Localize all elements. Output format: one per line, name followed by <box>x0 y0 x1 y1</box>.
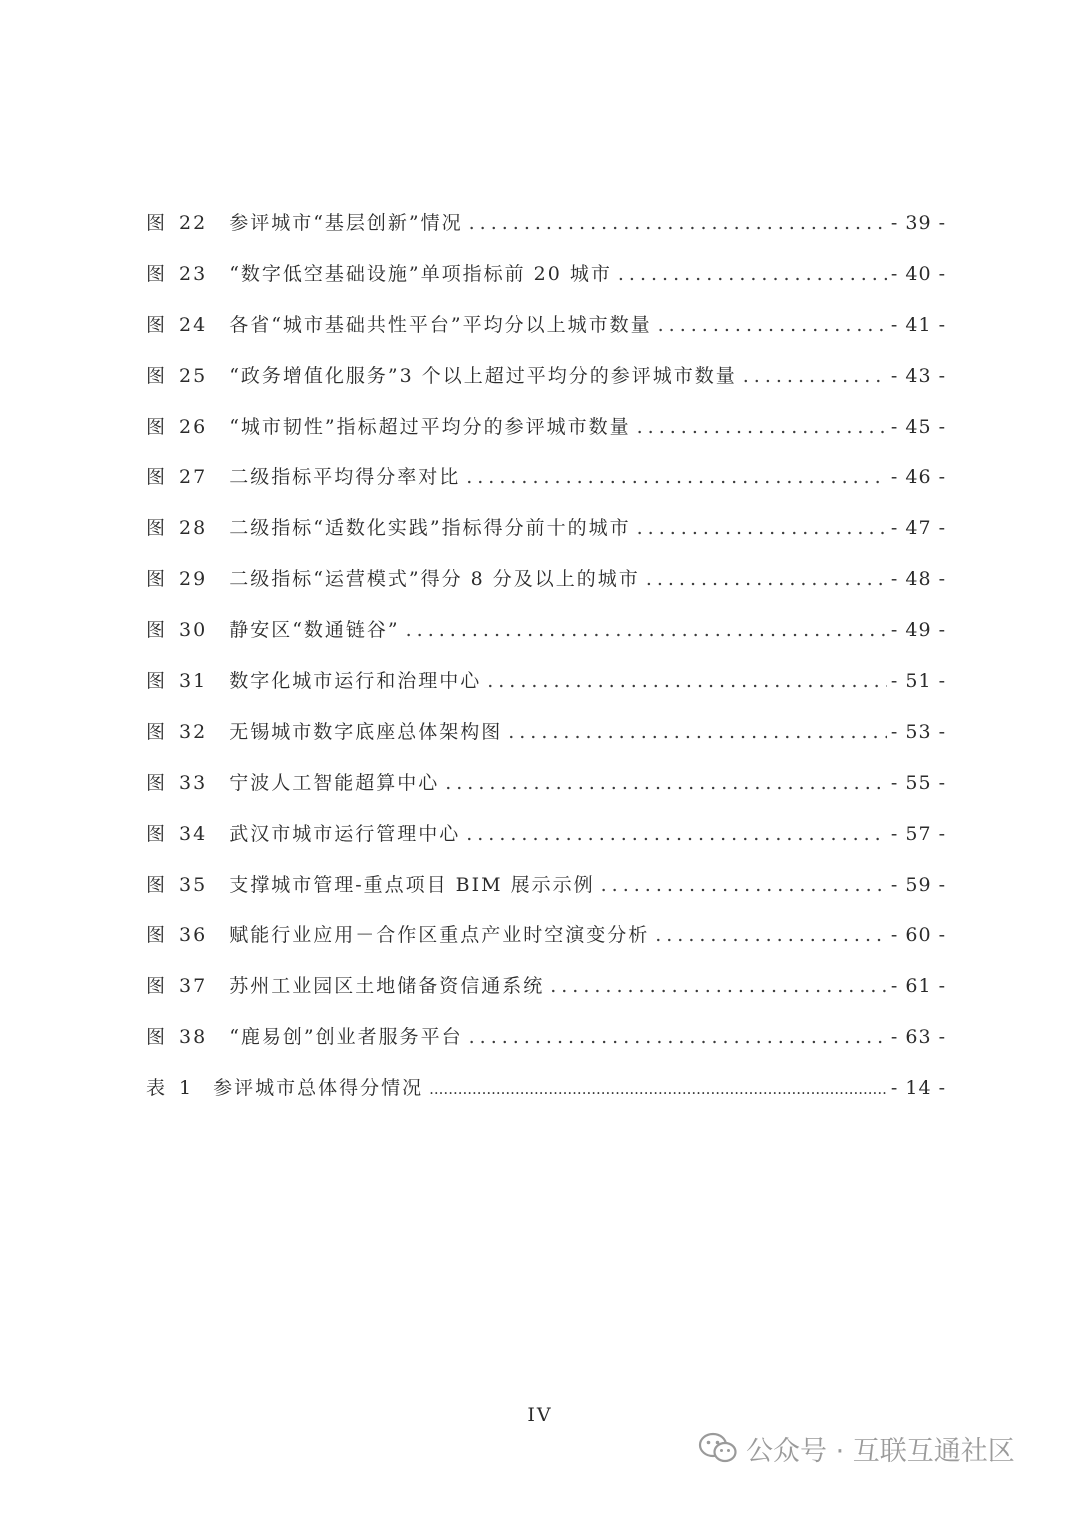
toc-entry[interactable] <box>146 554 946 605</box>
entry-label: 图 <box>146 873 168 896</box>
dot-leader <box>466 452 887 503</box>
entry-number: 26 <box>179 415 208 438</box>
entry-number: 34 <box>179 822 208 845</box>
toc-entry[interactable] <box>146 351 946 402</box>
page-number: IV <box>527 1404 553 1426</box>
entry-title: 无锡城市数字底座总体架构图 <box>229 720 503 743</box>
entry-number: 30 <box>179 619 208 642</box>
entry-title: “城市韧性”指标超过平均分的参评城市数量 <box>229 415 631 438</box>
wechat-icon <box>698 1432 738 1464</box>
entry-label: 图 <box>146 517 168 540</box>
dot-leader <box>466 809 887 860</box>
entry-page: - 40 - <box>890 262 946 285</box>
entry-label: 表 <box>146 1077 168 1100</box>
entry-label: 图 <box>146 568 168 591</box>
entry-title: 数字化城市运行和治理中心 <box>229 670 482 693</box>
entry-page: - 43 - <box>890 364 946 387</box>
toc-entry[interactable] <box>146 605 946 656</box>
toc-entry[interactable] <box>146 656 946 707</box>
entry-title: 支撑城市管理-重点项目 BIM 展示示例 <box>229 873 595 896</box>
entry-label: 图 <box>146 1026 168 1049</box>
entry-number: 23 <box>179 262 208 285</box>
entry-title: 二级指标“运营模式”得分 8 分及以上的城市 <box>229 568 640 591</box>
table-of-figures <box>146 198 946 1114</box>
toc-entry[interactable] <box>146 1012 946 1063</box>
entry-page: - 39 - <box>890 212 946 234</box>
watermark-text: 公众号 · 互联互通社区 <box>746 1435 1015 1467</box>
dot-leader <box>646 554 887 605</box>
entry-label: 图 <box>146 822 168 845</box>
toc-entry[interactable] <box>146 503 946 554</box>
entry-number: 27 <box>179 466 208 489</box>
entry-number: 33 <box>179 771 208 794</box>
entry-title: 武汉市城市运行管理中心 <box>229 822 461 845</box>
toc-entry[interactable] <box>146 910 946 961</box>
entry-number: 25 <box>179 364 208 387</box>
entry-number: 37 <box>179 975 208 998</box>
entry-label: 图 <box>146 619 168 642</box>
dot-leader <box>637 402 887 453</box>
entry-label: 图 <box>146 670 168 693</box>
dot-leader <box>406 605 887 656</box>
entry-number: 36 <box>179 924 208 947</box>
entry-title: 赋能行业应用－合作区重点产业时空演变分析 <box>229 924 650 947</box>
entry-page: - 60 - <box>890 924 946 947</box>
dot-leader <box>469 198 887 249</box>
entry-number: 35 <box>179 873 208 896</box>
entry-page: - 59 - <box>890 873 946 896</box>
entry-title: 宁波人工智能超算中心 <box>229 771 440 794</box>
dot-leader <box>658 300 887 351</box>
entry-number: 1 <box>179 1077 194 1100</box>
entry-label: 图 <box>146 466 168 489</box>
entry-title: “鹿易创”创业者服务平台 <box>229 1026 463 1049</box>
entry-title: 参评城市“基层创新”情况 <box>229 212 463 234</box>
dot-leader <box>655 910 887 961</box>
entry-page: - 61 - <box>890 975 946 998</box>
toc-entry[interactable] <box>146 1063 946 1114</box>
toc-entry[interactable] <box>146 300 946 351</box>
toc-entry[interactable] <box>146 809 946 860</box>
entry-page: - 55 - <box>890 771 946 794</box>
dot-leader <box>487 656 887 707</box>
entry-number: 22 <box>179 212 208 234</box>
entry-title: 苏州工业园区土地储备资信通系统 <box>229 975 545 998</box>
toc-entry[interactable] <box>146 402 946 453</box>
entry-label: 图 <box>146 771 168 794</box>
entry-label: 图 <box>146 720 168 743</box>
entry-title: 二级指标平均得分率对比 <box>229 466 461 489</box>
dot-leader <box>550 961 887 1012</box>
entry-page: - 57 - <box>890 822 946 845</box>
toc-entry[interactable] <box>146 860 946 911</box>
dot-leader <box>469 1012 887 1063</box>
entry-title: “数字低空基础设施”单项指标前 20 城市 <box>229 262 612 285</box>
watermark <box>698 1428 1015 1468</box>
entry-number: 24 <box>179 313 208 336</box>
entry-page: - 48 - <box>890 568 946 591</box>
entry-page: - 51 - <box>890 670 946 693</box>
toc-entry[interactable] <box>146 198 946 249</box>
entry-title: “政务增值化服务”3 个以上超过平均分的参评城市数量 <box>229 364 737 387</box>
entry-title: 二级指标“适数化实践”指标得分前十的城市 <box>229 517 631 540</box>
entry-page: - 46 - <box>890 466 946 489</box>
toc-entry[interactable] <box>146 249 946 300</box>
entry-label: 图 <box>146 415 168 438</box>
toc-entry[interactable] <box>146 452 946 503</box>
entry-page: - 41 - <box>890 313 946 336</box>
toc-entry[interactable] <box>146 758 946 809</box>
entry-label: 图 <box>146 262 168 285</box>
entry-page: - 49 - <box>890 619 946 642</box>
dot-leader <box>508 707 887 758</box>
entry-title: 各省“城市基础共性平台”平均分以上城市数量 <box>229 313 652 336</box>
entry-page: - 14 - <box>890 1077 946 1100</box>
entry-page: - 63 - <box>890 1026 946 1049</box>
dot-leader <box>743 351 887 402</box>
entry-number: 29 <box>179 568 208 591</box>
entry-label: 图 <box>146 364 168 387</box>
dot-leader <box>429 1064 887 1115</box>
entry-number: 31 <box>179 670 208 693</box>
entry-page: - 53 - <box>890 720 946 743</box>
entry-title: 静安区“数通链谷” <box>229 619 400 642</box>
entry-label: 图 <box>146 313 168 336</box>
entry-title: 参评城市总体得分情况 <box>213 1077 424 1100</box>
entry-page: - 45 - <box>890 415 946 438</box>
entry-label: 图 <box>146 924 168 947</box>
entry-number: 38 <box>179 1026 208 1049</box>
dot-leader <box>601 860 887 911</box>
dot-leader <box>618 249 887 300</box>
entry-label: 图 <box>146 975 168 998</box>
dot-leader <box>445 758 887 809</box>
toc-entry[interactable] <box>146 961 946 1012</box>
entry-label: 图 <box>146 212 168 234</box>
entry-number: 28 <box>179 517 208 540</box>
toc-entry[interactable] <box>146 707 946 758</box>
entry-number: 32 <box>179 720 208 743</box>
dot-leader <box>637 503 887 554</box>
entry-page: - 47 - <box>890 517 946 540</box>
